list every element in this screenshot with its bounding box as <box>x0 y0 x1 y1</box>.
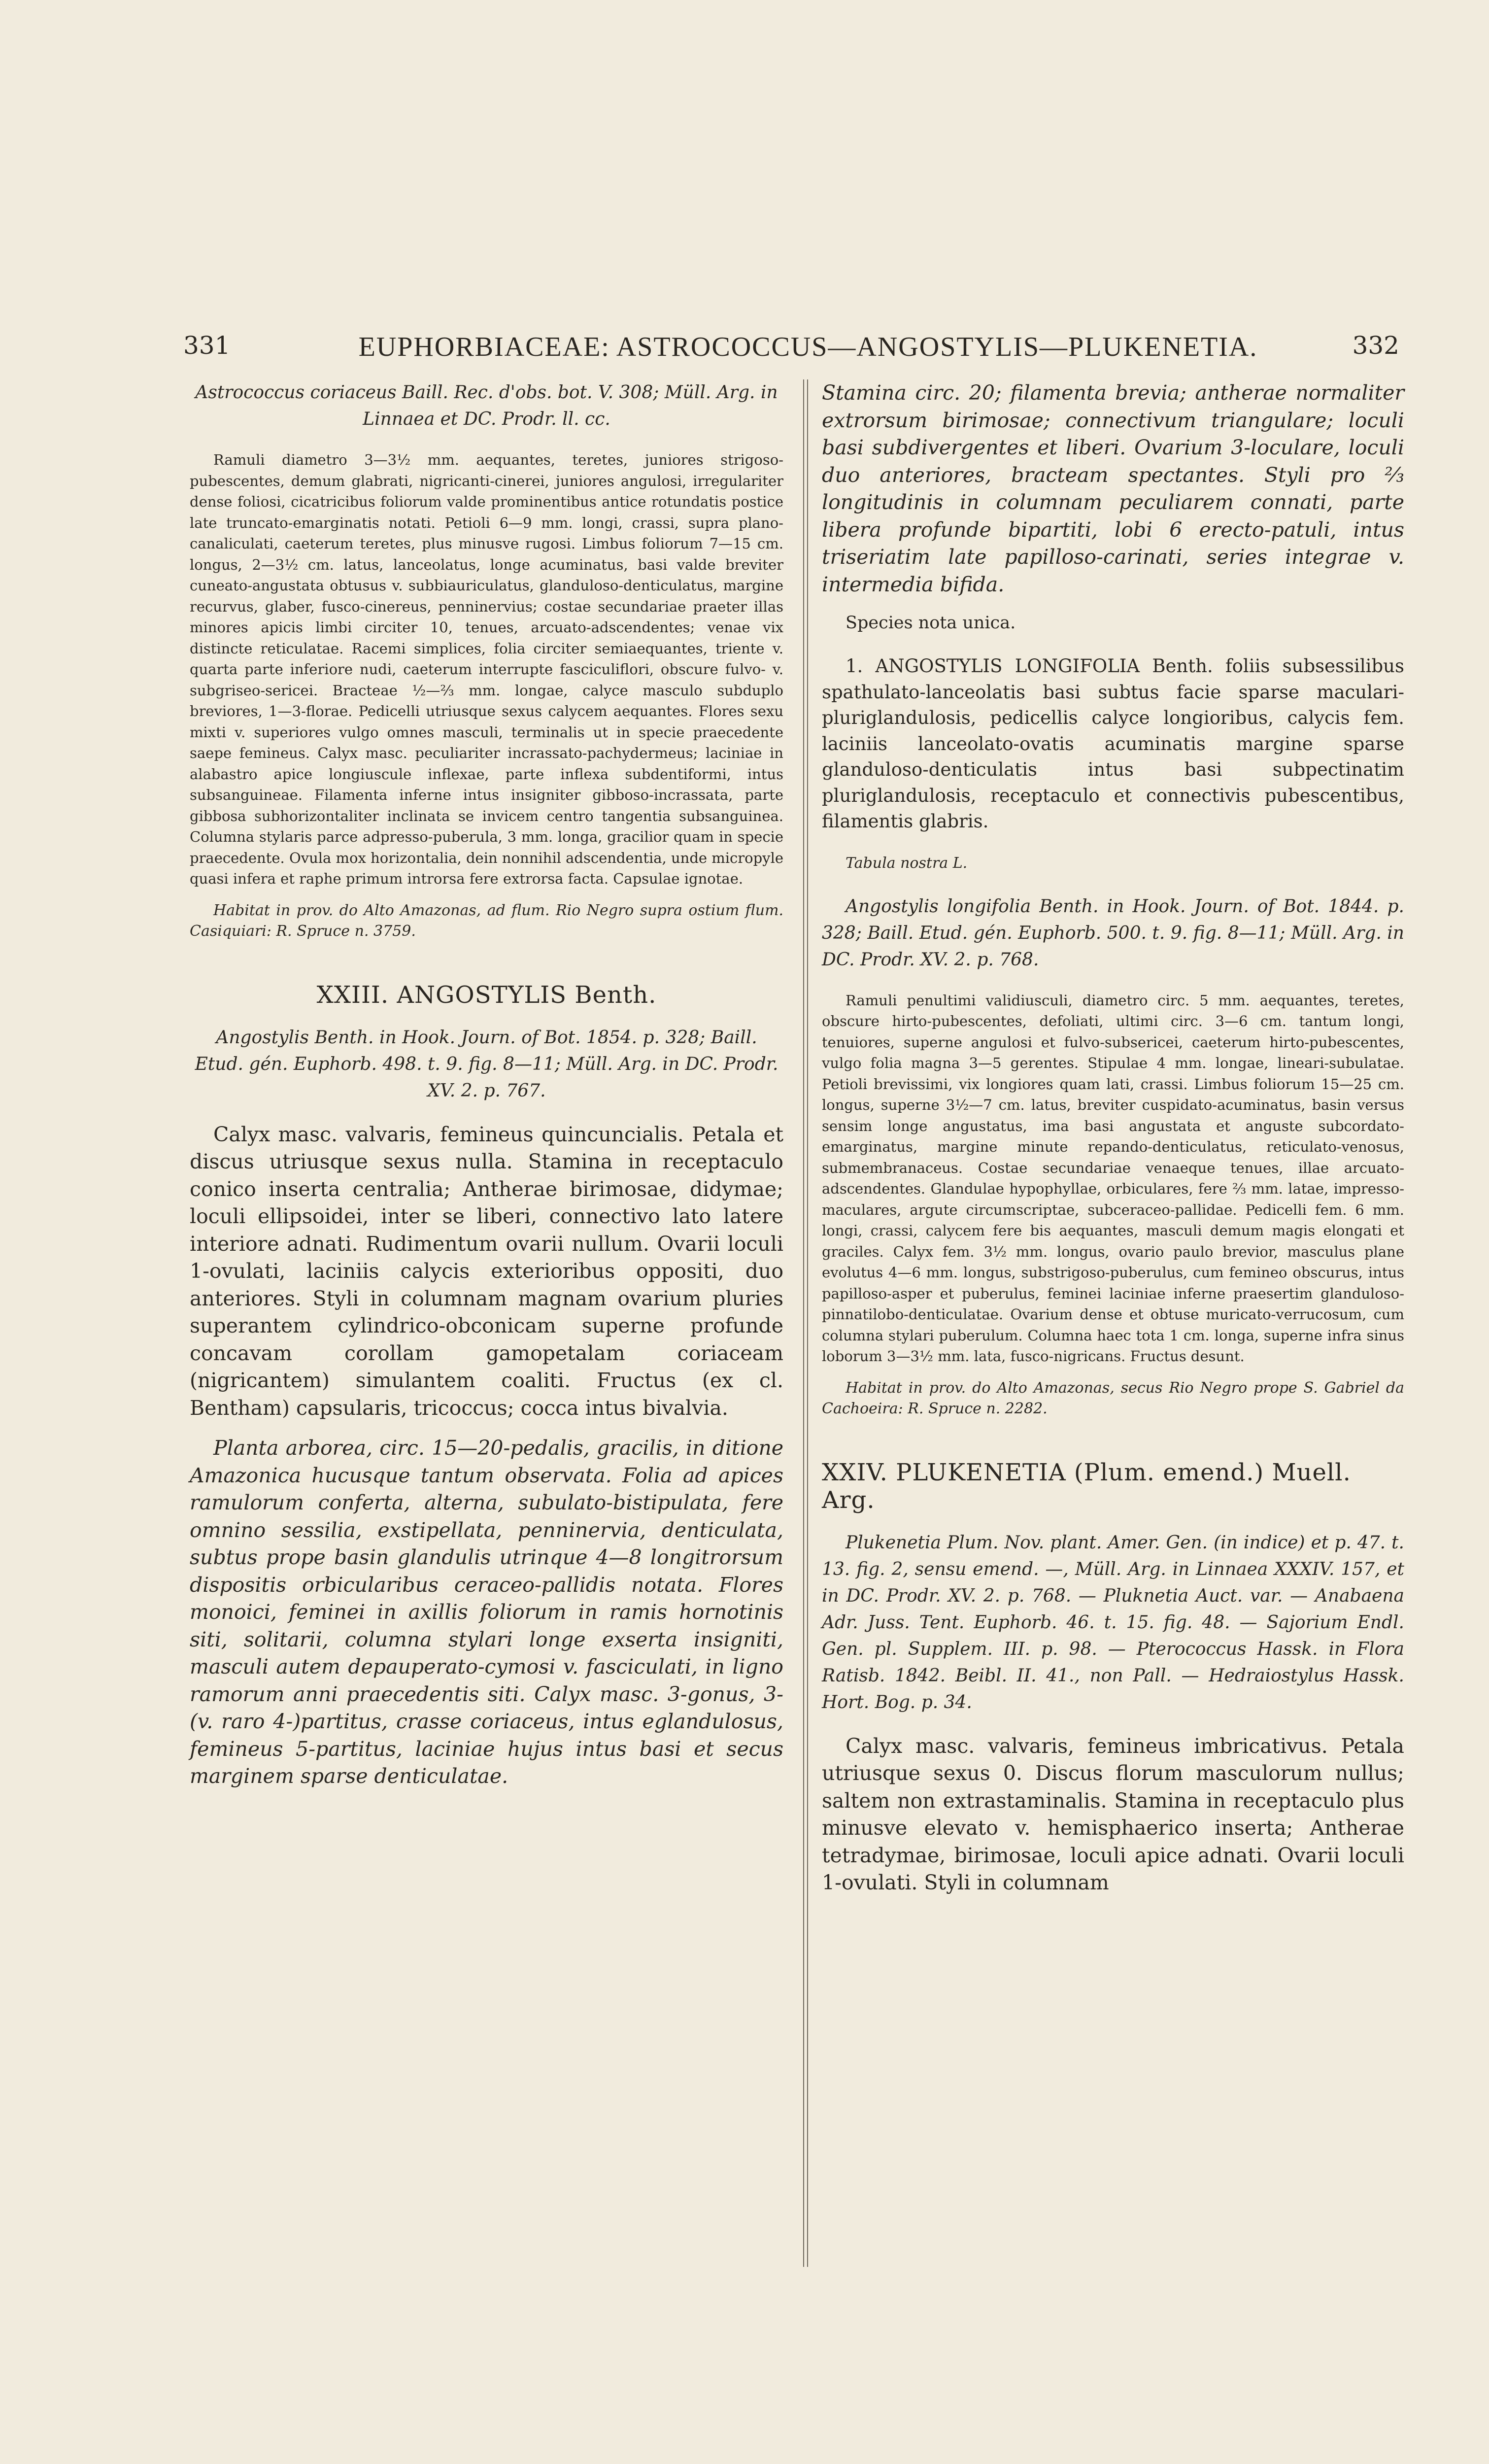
astrococcus-description: Ramuli diametro 3—3½ mm. aequantes, teretes, juniores strigoso-pubescentes, demum glabrati, nigricanti-cinerei, juniores angulosi, irregulariter dense foliosi, cicatricibus foliorum valde prominentibus antice rotundatis postice late truncato-emarginatis notati. Petioli 6—9 mm. longi, crassi, supra plano-canaliculati, caeterum teretes, plus minusve rugosi. Limbus foliorum 7—15 cm. longus, 2—3½ cm. latus, lanceolatus, longe acuminatus, basi valde breviter cuneato-angustata obtusus v. subbiauriculatus, glanduloso-denticulatus, margine recurvus, glaber, fusco-cinereus, penninervius; costae secundariae praeter illas minores apicis limbi circiter 10, tenues, arcuato-adscendentes; venae vix distincte reticulatae. Racemi simplices, folia circiter semiaequantes, triente v. quarta parte inferiore nudi, caeterum interrupte fasciculiflori, obscure fulvo- v. subgriseo-sericei. Bracteae ½—⅔ mm. longae, calyce masculo subduplo breviores, 1—3-florae. Pedicelli utriusque sexus calycem aequantes. Flores sexu mixti v. superiores vulgo omnes masculi, terminalis ut in specie praecedente saepe femineus. Calyx masc. peculiariter incrassato-pachydermeus; laciniae in alabastro apice longiuscule inflexae, parte inflexa subdentiformi, intus subsanguineae. Filamenta inferne intus insigniter gibboso-incrassata, parte gibbosa subhorizontaliter inclinata se invicem centro tangentia subsanguinea. Columna stylaris parce adpresso-puberula, 3 mm. longa, gracilior quam in specie praecedente. Ovula mox horizontalia, dein nonnihil adscendentia, unde micropyle quasi infera et raphe primum introrsa fere extrorsa facta. Capsulae ignotae. <box>190 451 784 887</box>
species-note: Species nota unica. <box>846 613 1016 633</box>
right-column <box>822 379 1404 1910</box>
genus-heading-angostylis: XXIII. ANGOSTYLIS Benth. <box>316 981 657 1009</box>
species-citation: Angostylis longifolia Benth. in Hook. Journ. of Bot. 1844. p. 328; Baill. Etud. gén. Euphorb. 500. t. 9. fig. 8—11; Müll. Arg. in DC. Prodr. XV. 2. p. 768. <box>822 896 1404 970</box>
left-column <box>190 379 783 1802</box>
plukenetia-genus-citation: Plukenetia Plum. Nov. plant. Amer. Gen. (in indice) et p. 47. t. 13. fig. 2, sensu emend. —, Müll. Arg. in Linnaea XXXIV. 157, et in DC. Prodr. XV. 2. p. 768. — Pluknetia Auct. var. — Anabaena Adr. Juss. Tent. Euphorb. 46. t. 15. fig. 48. — Sajorium Endl. Gen. pl. Supplem. III. p. 98. — Pterococcus Hassk. in Flora Ratisb. 1842. Beibl. II. 41., non Pall. — Hedraiostylus Hassk. Hort. Bog. p. 34. <box>822 1532 1404 1712</box>
species-angostylis-longifolia: 1. ANGOSTYLIS LONGIFOLIA Benth. foliis subsessilibus spathulato-lanceolatis basi subtus facie sparse maculari-pluriglandulosis, pedicellis calyce longioribus, calycis fem. laciniis lanceolato-ovatis acuminatis margine sparse glanduloso-denticulatis intus basi subpectinatim pluriglandulosis, receptaculo et connectivis pubescentibus, filamentis glabris. <box>822 655 1404 832</box>
angostylis-plant-description: Planta arborea, circ. 15—20-pedalis, gracilis, in ditione Amazonica hucusque tantum observata. Folia ad apices ramulorum conferta, alterna, subulato-bistipulata, fere omnino sessilia, exstipellata, penninervia, denticulata, subtus prope basin glandulis utrinque 4—8 longitrorsum dispositis orbicularibus ceraceo-pallidis notata. Flores monoici, feminei in axillis foliorum in ramis hornotinis siti, solitarii, columna stylari longe exserta insigniti, masculi autem depauperato-cymosi v. fasciculati, in ligno ramorum anni praecedentis siti. Calyx masc. 3-gonus, 3- (v. raro 4-)partitus, crasse coriaceus, intus eglandulosus, femineus 5-partitus, laciniae hujus intus basi et secus marginem sparse denticulatae. <box>190 1436 783 1788</box>
column-divider-inner <box>807 379 808 2267</box>
page-number-left: 331 <box>183 331 231 360</box>
page-header <box>177 331 1439 371</box>
tabula-reference: Tabula nostra L. <box>846 854 968 872</box>
page-number-right: 332 <box>1352 331 1399 360</box>
genus-heading-plukenetia: XXIV. PLUKENETIA (Plum. emend.) Muell. Arg. <box>822 1458 1351 1514</box>
plukenetia-genus-description: Calyx masc. valvaris, femineus imbricativus. Petala utriusque sexus 0. Discus florum masculorum nullus; saltem non extrastaminalis. Stamina in receptaculo plus minusve elevato v. hemisphaerico inserta; Antherae tetradymae, birimosae, loculi apice adnati. Ovarii loculi 1-ovulati. Styli in columnam <box>822 1734 1404 1894</box>
species-habitat: Habitat in prov. do Alto Amazonas, secus Rio Negro prope S. Gabriel da Cachoeira: R. Spruce n. 2282. <box>822 1379 1404 1417</box>
running-title: EUPHORBIACEAE: ASTROCOCCUS—ANGOSTYLIS—PLUKENETIA. <box>358 332 1258 362</box>
angostylis-genus-citation: Angostylis Benth. in Hook. Journ. of Bot. 1854. p. 328; Baill. Etud. gén. Euphorb. 498. t. 9. fig. 8—11; Müll. Arg. in DC. Prodr. XV. 2. p. 767. <box>195 1027 778 1101</box>
angostylis-genus-description: Calyx masc. valvaris, femineus quincuncialis. Petala et discus utriusque sexus nulla. Stamina in receptaculo conico inserta centralia; Antherae birimosae, didymae; loculi ellipsoidei, inter se liberi, connectivo lato latere interiore adnati. Rudimentum ovarii nullum. Ovarii loculi 1-ovulati, laciniis calycis exterioribus oppositi, duo anteriores. Styli in columnam magnam ovarium pluries superantem cylindrico-obconicam superne profunde concavam corollam gamopetalam coriaceam (nigricantem) simulantem coaliti. Fructus (ex cl. Bentham) capsularis, tricoccus; cocca intus bivalvia. <box>190 1122 783 1420</box>
species-description: Ramuli penultimi validiusculi, diametro circ. 5 mm. aequantes, teretes, obscure hirto-pubescentes, defoliati, ultimi circ. 3—6 cm. tantum longi, tenuiores, superne angulosi et fulvo-subsericei, caeterum hirto-pubescentes, vulgo folia magna 3—5 gerentes. Stipulae 4 mm. longae, lineari-subulatae. Petioli brevissimi, vix longiores quam lati, crassi. Limbus foliorum 15—25 cm. longus, superne 3½—7 cm. latus, breviter cuspidato-acuminatus, basin versus sensim longe angustatus, ima basi angustata et anguste subcordato-emarginatus, margine minute repando-denticulatus, reticulato-venosus, submembranaceus. Costae secundariae venaeque tenues, illae arcuato-adscendentes. Glandulae hypophyllae, orbiculares, fere ⅔ mm. latae, impresso-maculares, argute circumscriptae, subceraceo-pallidae. Pedicelli fem. 6 mm. longi, crassi, calycem fere bis aequantes, masculi demum magis elongati et graciles. Calyx fem. 3½ mm. longus, ovario paulo brevior, masculus plane evolutus 4—6 mm. longus, substrigoso-puberulus, cum femineo obscurus, intus papilloso-asper et puberulus, feminei laciniae inferne praesertim glanduloso-pinnatilobo-denticulatae. Ovarium dense et obtuse muricato-verrucosum, cum columna stylari puberulum. Columna haec tota 1 cm. longa, superne infra sinus loborum 3—3½ mm. lata, fusco-nigricans. Fructus desunt. <box>822 992 1404 1365</box>
astrococcus-citation: Astrococcus coriaceus Baill. Rec. d'obs. bot. V. 308; Müll. Arg. in Linnaea et DC. Prodr. ll. cc. <box>195 382 778 429</box>
astrococcus-habitat: Habitat in prov. do Alto Amazonas, ad flum. Rio Negro supra ostium flum. Casiquiari: R. Spruce n. 3759. <box>190 901 783 940</box>
angostylis-continuation: Stamina circ. 20; filamenta brevia; antherae normaliter extrorsum birimosae; connectivum triangulare; loculi basi subdivergentes et liberi. Ovarium 3-loculare, loculi duo anteriores, bracteam spectantes. Styli pro ⅔ longitudinis in columnam peculiarem connati, parte libera profunde bipartiti, lobi 6 erecto-patuli, intus triseriatim late papilloso-carinati, series integrae v. intermedia bifida. <box>822 381 1404 596</box>
column-divider <box>803 379 804 2267</box>
